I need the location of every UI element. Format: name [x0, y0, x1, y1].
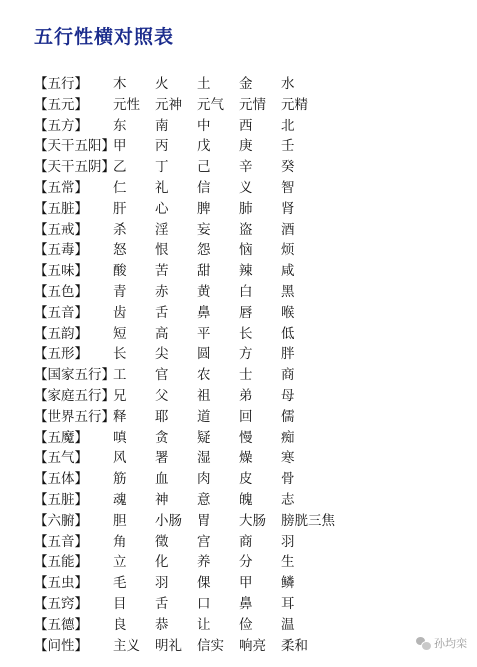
row-cell: 辣: [239, 263, 253, 280]
row-cell: 怨: [197, 242, 211, 259]
row-cell: 皮: [239, 471, 253, 488]
row-cell: 喉: [281, 304, 295, 321]
row-cell: 元气: [197, 96, 224, 113]
row-label: 【天干五阳】: [34, 138, 115, 155]
row-cell: 署: [155, 450, 169, 467]
row-cell: 高: [155, 325, 169, 342]
row-cell: 壬: [281, 138, 295, 155]
row-cell: 血: [155, 471, 169, 488]
row-cell: 倮: [197, 575, 211, 592]
row-label: 【五魔】: [34, 429, 88, 446]
row-cell: 响亮: [239, 637, 266, 654]
row-cell: 分: [239, 554, 253, 571]
row-cell: 鳞: [281, 575, 295, 592]
row-label: 【五体】: [34, 471, 88, 488]
row-cell: 元性: [113, 96, 140, 113]
row-cell: 信实: [197, 637, 224, 654]
row-cell: 宫: [197, 533, 211, 550]
row-label: 【五气】: [34, 450, 88, 467]
row-cell: 甲: [113, 138, 127, 155]
row-label: 【五色】: [34, 283, 88, 300]
row-cell: 圆: [197, 346, 211, 363]
row-cell: 盗: [239, 221, 253, 238]
row-cell: 骨: [281, 471, 295, 488]
row-cell: 风: [113, 450, 127, 467]
row-cell: 立: [113, 554, 127, 571]
row-cell: 弟: [239, 387, 253, 404]
row-cell: 土: [197, 76, 211, 92]
row-cell: 意: [197, 491, 211, 508]
row-cell: 毛: [113, 575, 127, 592]
row-cell: 寒: [281, 450, 295, 467]
row-label: 【五元】: [34, 96, 88, 113]
row-cell: 方: [239, 346, 253, 363]
wechat-icon: [416, 637, 430, 649]
row-cell: 胆: [113, 512, 127, 529]
row-cell: 良: [113, 616, 127, 633]
row-cell: 筋: [113, 471, 127, 488]
row-label: 【五常】: [34, 179, 88, 196]
row-cell: 南: [155, 117, 169, 134]
row-cell: 湿: [197, 450, 211, 467]
row-label: 【五行】: [34, 76, 88, 92]
row-cell: 回: [239, 408, 253, 425]
page-title: 五行性横对照表: [34, 26, 175, 48]
row-cell: 母: [281, 387, 295, 404]
row-label: 【五脏】: [34, 200, 88, 217]
row-cell: 苦: [155, 263, 169, 280]
row-label: 【天干五阴】: [34, 159, 115, 176]
row-cell: 羽: [155, 575, 169, 592]
row-label: 【五方】: [34, 117, 88, 134]
row-cell: 祖: [197, 387, 211, 404]
row-label: 【五音】: [34, 533, 88, 550]
watermark-text: 孙均栾: [434, 637, 467, 650]
row-cell: 燥: [239, 450, 253, 467]
row-label: 【家庭五行】: [34, 387, 115, 404]
row-cell: 俭: [239, 616, 253, 633]
row-cell: 儒: [281, 408, 295, 425]
row-cell: 庚: [239, 138, 253, 155]
row-cell: 小肠: [155, 512, 182, 529]
row-label: 【问性】: [34, 637, 88, 654]
row-cell: 辛: [239, 159, 253, 176]
row-cell: 心: [155, 200, 169, 217]
row-cell: 肉: [197, 471, 211, 488]
row-cell: 甲: [239, 575, 253, 592]
row-label: 【世界五行】: [34, 408, 115, 425]
row-cell: 木: [113, 76, 127, 92]
row-cell: 角: [113, 533, 127, 550]
row-cell: 慢: [239, 429, 253, 446]
row-cell: 水: [281, 76, 295, 92]
row-cell: 长: [239, 325, 253, 342]
row-cell: 肺: [239, 200, 253, 217]
row-cell: 明礼: [155, 637, 182, 654]
row-cell: 西: [239, 117, 253, 134]
row-cell: 酒: [281, 221, 295, 238]
row-cell: 胃: [197, 512, 211, 529]
row-cell: 癸: [281, 159, 295, 176]
row-cell: 神: [155, 491, 169, 508]
row-cell: 黑: [281, 283, 295, 300]
row-cell: 鼻: [239, 595, 253, 612]
row-cell: 青: [113, 283, 127, 300]
row-cell: 智: [281, 179, 295, 196]
row-cell: 贪: [155, 429, 169, 446]
row-cell: 肾: [281, 200, 295, 217]
row-cell: 痴: [281, 429, 295, 446]
row-cell: 酸: [113, 263, 127, 280]
row-cell: 信: [197, 179, 211, 196]
row-cell: 杀: [113, 221, 127, 238]
row-cell: 温: [281, 616, 295, 633]
row-cell: 父: [155, 387, 169, 404]
row-cell: 商: [239, 533, 253, 550]
row-label: 【五窍】: [34, 595, 88, 612]
row-cell: 释: [113, 408, 127, 425]
row-cell: 平: [197, 325, 211, 342]
row-cell: 官: [155, 367, 169, 384]
row-cell: 舌: [155, 304, 169, 321]
row-cell: 魄: [239, 491, 253, 508]
row-cell: 口: [197, 595, 211, 612]
row-cell: 耶: [155, 408, 169, 425]
row-label: 【六腑】: [34, 512, 88, 529]
row-cell: 赤: [155, 283, 169, 300]
row-cell: 农: [197, 367, 211, 384]
row-cell: 北: [281, 117, 295, 134]
row-label: 【五能】: [34, 554, 88, 571]
row-cell: 元情: [239, 96, 266, 113]
row-cell: 咸: [281, 263, 295, 280]
row-cell: 唇: [239, 304, 253, 321]
row-cell: 恭: [155, 616, 169, 633]
row-cell: 妄: [197, 221, 211, 238]
row-label: 【五音】: [34, 304, 88, 321]
row-cell: 胖: [281, 346, 295, 363]
row-cell: 东: [113, 117, 127, 134]
watermark: [416, 635, 467, 651]
row-cell: 舌: [155, 595, 169, 612]
row-cell: 白: [239, 283, 253, 300]
row-cell: 膀胱三焦: [281, 512, 335, 529]
row-cell: 齿: [113, 304, 127, 321]
row-cell: 己: [197, 159, 211, 176]
row-cell: 嗔: [113, 429, 127, 446]
row-cell: 大肠: [239, 512, 266, 529]
row-cell: 长: [113, 346, 127, 363]
row-cell: 疑: [197, 429, 211, 446]
row-cell: 耳: [281, 595, 295, 612]
row-cell: 商: [281, 367, 295, 384]
row-cell: 化: [155, 554, 169, 571]
row-cell: 丁: [155, 159, 169, 176]
row-cell: 丙: [155, 138, 169, 155]
row-cell: 鼻: [197, 304, 211, 321]
row-label: 【五形】: [34, 346, 88, 363]
row-label: 【五毒】: [34, 242, 88, 259]
row-cell: 尖: [155, 346, 169, 363]
row-label: 【五脏】: [34, 491, 88, 508]
row-cell: 魂: [113, 491, 127, 508]
row-cell: 仁: [113, 179, 127, 196]
row-cell: 柔和: [281, 637, 308, 654]
row-label: 【五味】: [34, 263, 88, 280]
row-label: 【国家五行】: [34, 367, 115, 384]
row-cell: 火: [155, 76, 169, 92]
row-cell: 黄: [197, 283, 211, 300]
row-cell: 徵: [155, 533, 169, 550]
row-cell: 生: [281, 554, 295, 571]
row-cell: 金: [239, 76, 253, 92]
row-cell: 礼: [155, 179, 169, 196]
row-cell: 目: [113, 595, 127, 612]
row-cell: 低: [281, 325, 295, 342]
row-cell: 元神: [155, 96, 182, 113]
row-cell: 甜: [197, 263, 211, 280]
row-label: 【五韵】: [34, 325, 88, 342]
row-cell: 志: [281, 491, 295, 508]
row-cell: 肝: [113, 200, 127, 217]
row-label: 【五德】: [34, 616, 88, 633]
row-cell: 恼: [239, 242, 253, 259]
row-cell: 羽: [281, 533, 295, 550]
row-cell: 乙: [113, 159, 127, 176]
row-cell: 元精: [281, 96, 308, 113]
row-cell: 兄: [113, 387, 127, 404]
row-label: 【五戒】: [34, 221, 88, 238]
row-cell: 让: [197, 616, 211, 633]
row-cell: 道: [197, 408, 211, 425]
row-cell: 戊: [197, 138, 211, 155]
row-cell: 淫: [155, 221, 169, 238]
row-cell: 脾: [197, 200, 211, 217]
row-cell: 恨: [155, 242, 169, 259]
row-cell: 士: [239, 367, 253, 384]
row-cell: 义: [239, 179, 253, 196]
row-cell: 主义: [113, 637, 140, 654]
row-cell: 怒: [113, 242, 127, 259]
row-cell: 烦: [281, 242, 295, 259]
row-label: 【五虫】: [34, 575, 88, 592]
row-cell: 短: [113, 325, 127, 342]
row-cell: 养: [197, 554, 211, 571]
row-cell: 工: [113, 367, 127, 384]
row-cell: 中: [197, 117, 211, 134]
